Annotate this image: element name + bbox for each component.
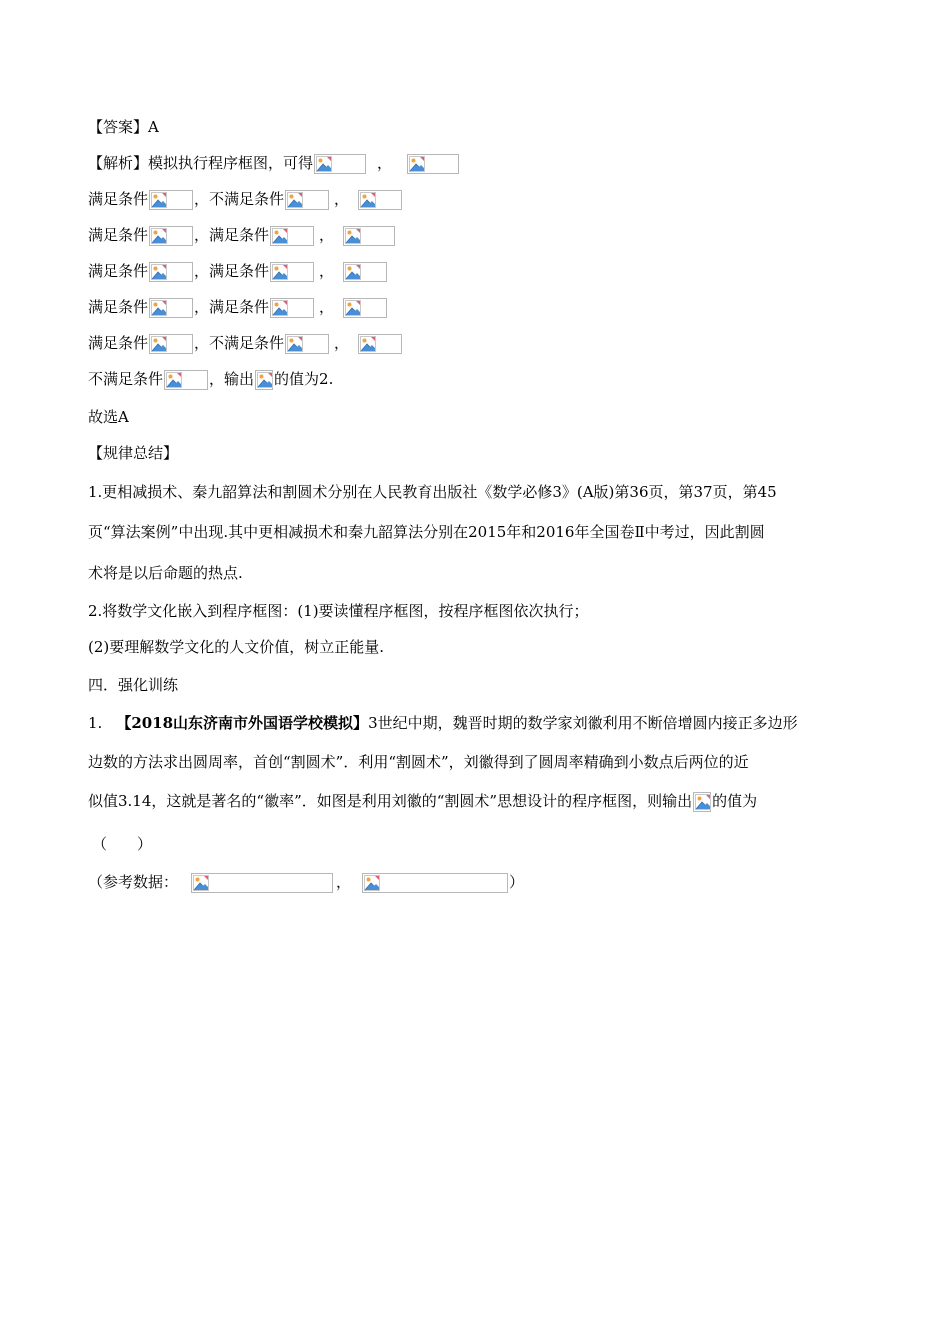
summary-p1-line-2 [88, 520, 765, 544]
question-text: 3世纪中期，魏晋时期的数学家刘徽利用不断倍增圆内接正多边形 [368, 714, 798, 732]
formula-image-icon [191, 873, 333, 893]
formula-image-icon [285, 334, 329, 354]
step-text: ，满足条件 [194, 298, 270, 316]
output-text: 不满足条件 [88, 370, 164, 388]
paragraph-text: (2)要理解数学文化的人文价值，树立正能量. [88, 638, 385, 656]
section-heading-text: 四．强化训练 [88, 676, 179, 694]
step-text: ， [319, 298, 335, 316]
reference-text: （参考数据： [88, 873, 179, 891]
question-number: 1. [88, 714, 103, 732]
step-line-4 [88, 295, 388, 319]
step-line-2 [88, 223, 396, 247]
question-text: 似值3.14，这就是著名的“徽率”．如图是利用刘徽的“割圆术”思想设计的程序框图，则输出 [88, 792, 693, 810]
formula-image-icon [164, 370, 208, 390]
step-text: ， [319, 262, 335, 280]
choose-line [88, 405, 129, 429]
section-heading [88, 673, 178, 697]
question-line-3 [88, 789, 757, 813]
formula-image-icon [149, 298, 193, 318]
formula-image-icon [270, 226, 314, 246]
formula-image-icon [343, 262, 387, 282]
step-line-5 [88, 331, 403, 355]
summary-heading [88, 441, 178, 465]
formula-image-icon [693, 792, 711, 812]
formula-image-icon [407, 154, 459, 174]
formula-image-icon [362, 873, 508, 893]
summary-heading-text: 【规律总结】 [88, 444, 179, 462]
formula-image-icon [149, 262, 193, 282]
step-text: ，满足条件 [194, 262, 270, 280]
question-line-2 [88, 750, 749, 774]
step-text: 满足条件 [88, 262, 149, 280]
analysis-line [88, 151, 460, 175]
step-text: ， [319, 226, 335, 244]
formula-image-icon [343, 298, 387, 318]
reference-text: ） [509, 873, 525, 891]
formula-image-icon [255, 370, 273, 390]
paragraph-text: 术将是以后命题的热点. [88, 564, 243, 582]
analysis-lead: 【解析】模拟执行程序框图，可得 [88, 154, 314, 172]
summary-p1-line-1 [88, 480, 777, 504]
step-text: ， [334, 334, 350, 352]
formula-image-icon [314, 154, 366, 174]
formula-image-icon [149, 190, 193, 210]
paragraph-text: 页“算法案例”中出现.其中更相减损术和秦九韶算法分别在2015年和2016年全国卷Ⅱ中考过，因此割圆 [88, 523, 765, 541]
answer-parentheses [92, 832, 152, 856]
choose-text: 故选A [88, 408, 129, 426]
paragraph-text: 2.将数学文化嵌入到程序框图：(1)要读懂程序框图，按程序框图依次执行； [88, 602, 589, 620]
question-text: 的值为 [712, 792, 758, 810]
formula-image-icon [149, 334, 193, 354]
step-text: ，不满足条件 [194, 334, 285, 352]
question-line-1 [88, 711, 798, 735]
reference-text: ， [336, 873, 352, 891]
step-text: 满足条件 [88, 226, 149, 244]
answer-line [88, 115, 159, 139]
paragraph-text: 1.更相减损术、秦九韶算法和割圆术分别在人民教育出版社《数学必修3》(A版)第36页，第37页，第45 [88, 483, 777, 501]
step-line-3 [88, 259, 388, 283]
step-text: ， [334, 190, 350, 208]
output-text: ，输出 [209, 370, 255, 388]
formula-image-icon [270, 262, 314, 282]
step-text: ，满足条件 [194, 226, 270, 244]
step-text: ，不满足条件 [194, 190, 285, 208]
formula-image-icon [343, 226, 395, 246]
question-source: 【2018山东济南市外国语学校模拟】 [116, 714, 369, 732]
question-text: 边数的方法求出圆周率，首创“割圆术”．利用“割圆术”，刘徽得到了圆周率精确到小数点后两位的近 [88, 753, 749, 771]
formula-image-icon [358, 190, 402, 210]
formula-image-icon [149, 226, 193, 246]
output-text: 的值为2. [274, 370, 334, 388]
summary-p2-line-2 [88, 635, 384, 659]
summary-p2-line-1 [88, 599, 589, 623]
formula-image-icon [358, 334, 402, 354]
formula-image-icon [285, 190, 329, 210]
answer-text: 【答案】A [88, 118, 159, 136]
step-line-1 [88, 187, 403, 211]
paren-text: （ ） [92, 835, 153, 853]
step-text: 满足条件 [88, 190, 149, 208]
output-line [88, 367, 333, 391]
summary-p1-line-3 [88, 561, 243, 585]
step-text: 满足条件 [88, 298, 149, 316]
formula-image-icon [270, 298, 314, 318]
reference-line [88, 870, 524, 894]
comma-text: ， [377, 154, 393, 172]
step-text: 满足条件 [88, 334, 149, 352]
